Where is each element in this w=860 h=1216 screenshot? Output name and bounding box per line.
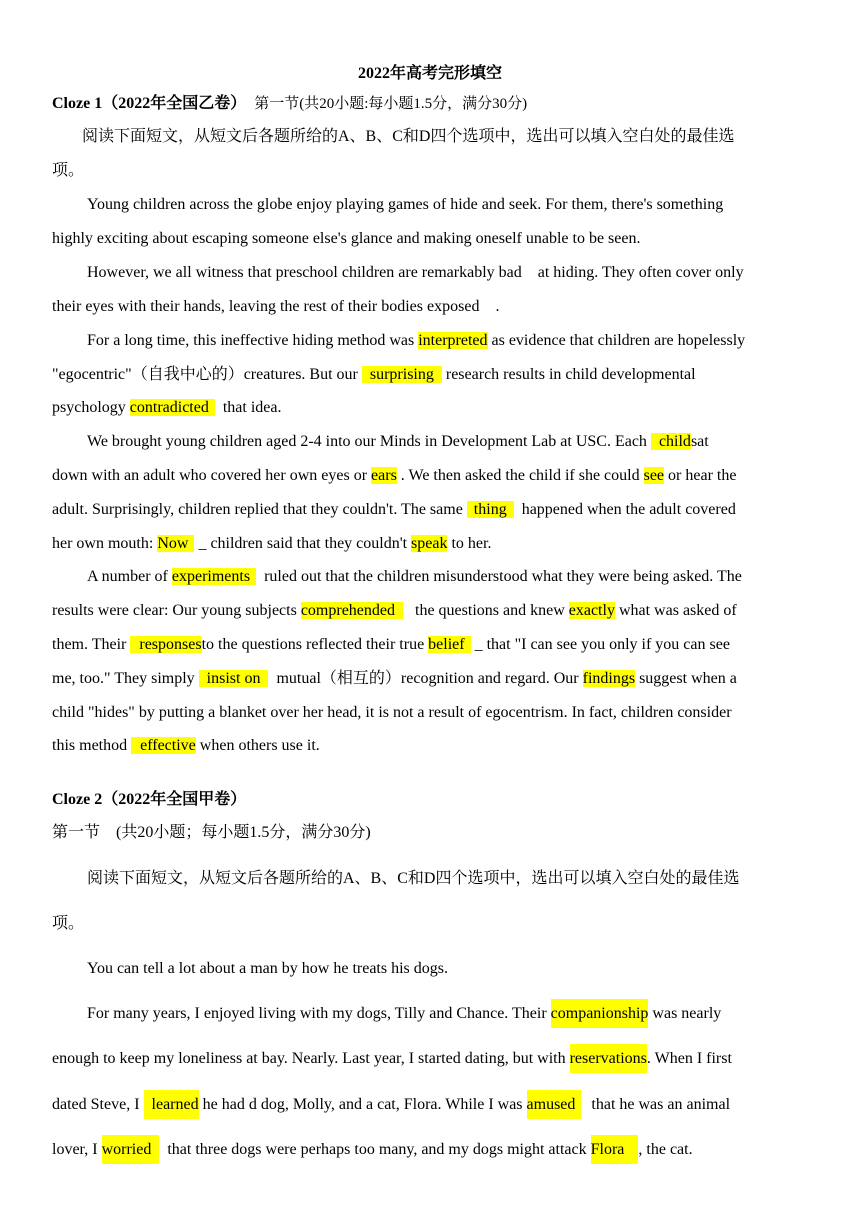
cloze1-heading: Cloze 1（2022年全国乙卷） 第一节(共20小题:每小题1.5分，满分30分) [52,95,528,112]
c1-p4-line4: her own mouth: Now _ children said that they couldn't speak to her. [52,535,492,552]
answer-now: Now [157,535,194,552]
answer-learned: learned [144,1090,199,1119]
c1-p5-line5: child "hides" by putting a blanket over her head, it is not a result of egocentrism. In fact, children consider [52,704,732,721]
cloze1-instructions-line1: 阅读下面短文，从短文后各题所给的A、B、C和D四个选项中，选出可以填入空白处的最佳选 [82,128,735,145]
c1-p5-line2: results were clear: Our young subjects comprehended the questions and knew exactly what was asked of [52,602,737,619]
answer-amused: amused [527,1090,582,1119]
c1-p5-line1: A number of experiments ruled out that the children misunderstood what they were being asked. The [87,568,742,585]
c1-p2-line2: their eyes with their hands, leaving the rest of their bodies exposed . [52,298,500,315]
answer-effective: effective [131,737,196,754]
cloze1-instructions-line2: 项。 [52,162,85,179]
answer-companionship: companionship [551,999,649,1028]
answer-speak: speak [411,535,448,552]
answer-worried: worried [102,1135,160,1164]
c1-p1-line1: Young children across the globe enjoy playing games of hide and seek. For them, there's something [87,196,724,213]
answer-belief: belief [428,636,470,653]
c2-p2-line3: dated Steve, I learned he had d dog, Molly, and a cat, Flora. While I was amused that he was an animal [52,1095,730,1115]
answer-exactly: exactly [568,602,615,619]
c1-p5-line3: them. Their responsesto the questions reflected their true belief _ that "I can see you only if you can see [52,636,730,653]
answer-comprehended: comprehended [301,602,403,619]
c2-p1: You can tell a lot about a man by how he treats his dogs. [87,960,448,977]
c1-p5-line6: this method effective when others use it. [52,737,320,754]
answer-reservations: reservations [570,1044,647,1073]
c1-p3-line2: "egocentric"（自我中心的）creatures. But our surprising research results in child developmental [52,366,696,383]
cloze2-section: 第一节 (共20小题；每小题1.5分，满分30分) [52,824,371,841]
answer-ears: ears [371,467,397,484]
cloze2-instructions-line1: 阅读下面短文，从短文后各题所给的A、B、C和D四个选项中，选出可以填入空白处的最佳选 [87,870,740,887]
c2-p2-line2: enough to keep my loneliness at bay. Nearly. Last year, I started dating, but with reservations. When I first [52,1049,732,1069]
answer-experiments: experiments [172,568,256,585]
cloze2-instructions-line2: 项。 [52,915,85,932]
answer-flora: Flora [591,1135,639,1164]
c2-p2-line1: For many years, I enjoyed living with my dogs, Tilly and Chance. Their companionship was nearly [87,1004,721,1024]
c1-p2-line1: However, we all witness that preschool children are remarkably bad at hiding. They often cover only [87,264,744,281]
cloze2-heading: Cloze 2（2022年全国甲卷） [52,791,247,808]
answer-thing: thing [467,501,514,518]
c1-p5-line4: me, too." They simply insist on mutual（相互的）recognition and regard. Our findings suggest when a [52,670,737,687]
answer-contradicted: contradicted [130,399,215,416]
answer-interpreted: interpreted [418,332,488,349]
c1-p3-line3: psychology contradicted that idea. [52,399,282,416]
c1-p4-line2: down with an adult who covered her own eyes or ears . We then asked the child if she could see or hear the [52,467,737,484]
c2-p2-line4: lover, I worried that three dogs were perhaps too many, and my dogs might attack Flora , the cat. [52,1140,693,1160]
answer-child: child [651,433,691,450]
answer-see: see [643,467,665,484]
answer-responses: responses [130,636,201,653]
answer-surprising: surprising [362,366,442,383]
page-title: 2022年高考完形填空 [357,65,502,82]
c1-p4-line1: We brought young children aged 2-4 into our Minds in Development Lab at USC. Each childsat [87,433,709,450]
c1-p3-line1: For a long time, this ineffective hiding method was interpreted as evidence that children are hopelessly [87,332,746,349]
c1-p1-line2: highly exciting about escaping someone else's glance and making oneself unable to be seen. [52,230,641,247]
answer-findings: findings [582,670,636,687]
answer-insist-on: insist on [199,670,269,687]
c1-p4-line3: adult. Surprisingly, children replied that they couldn't. The same thing happened when the adult covered [52,501,736,518]
